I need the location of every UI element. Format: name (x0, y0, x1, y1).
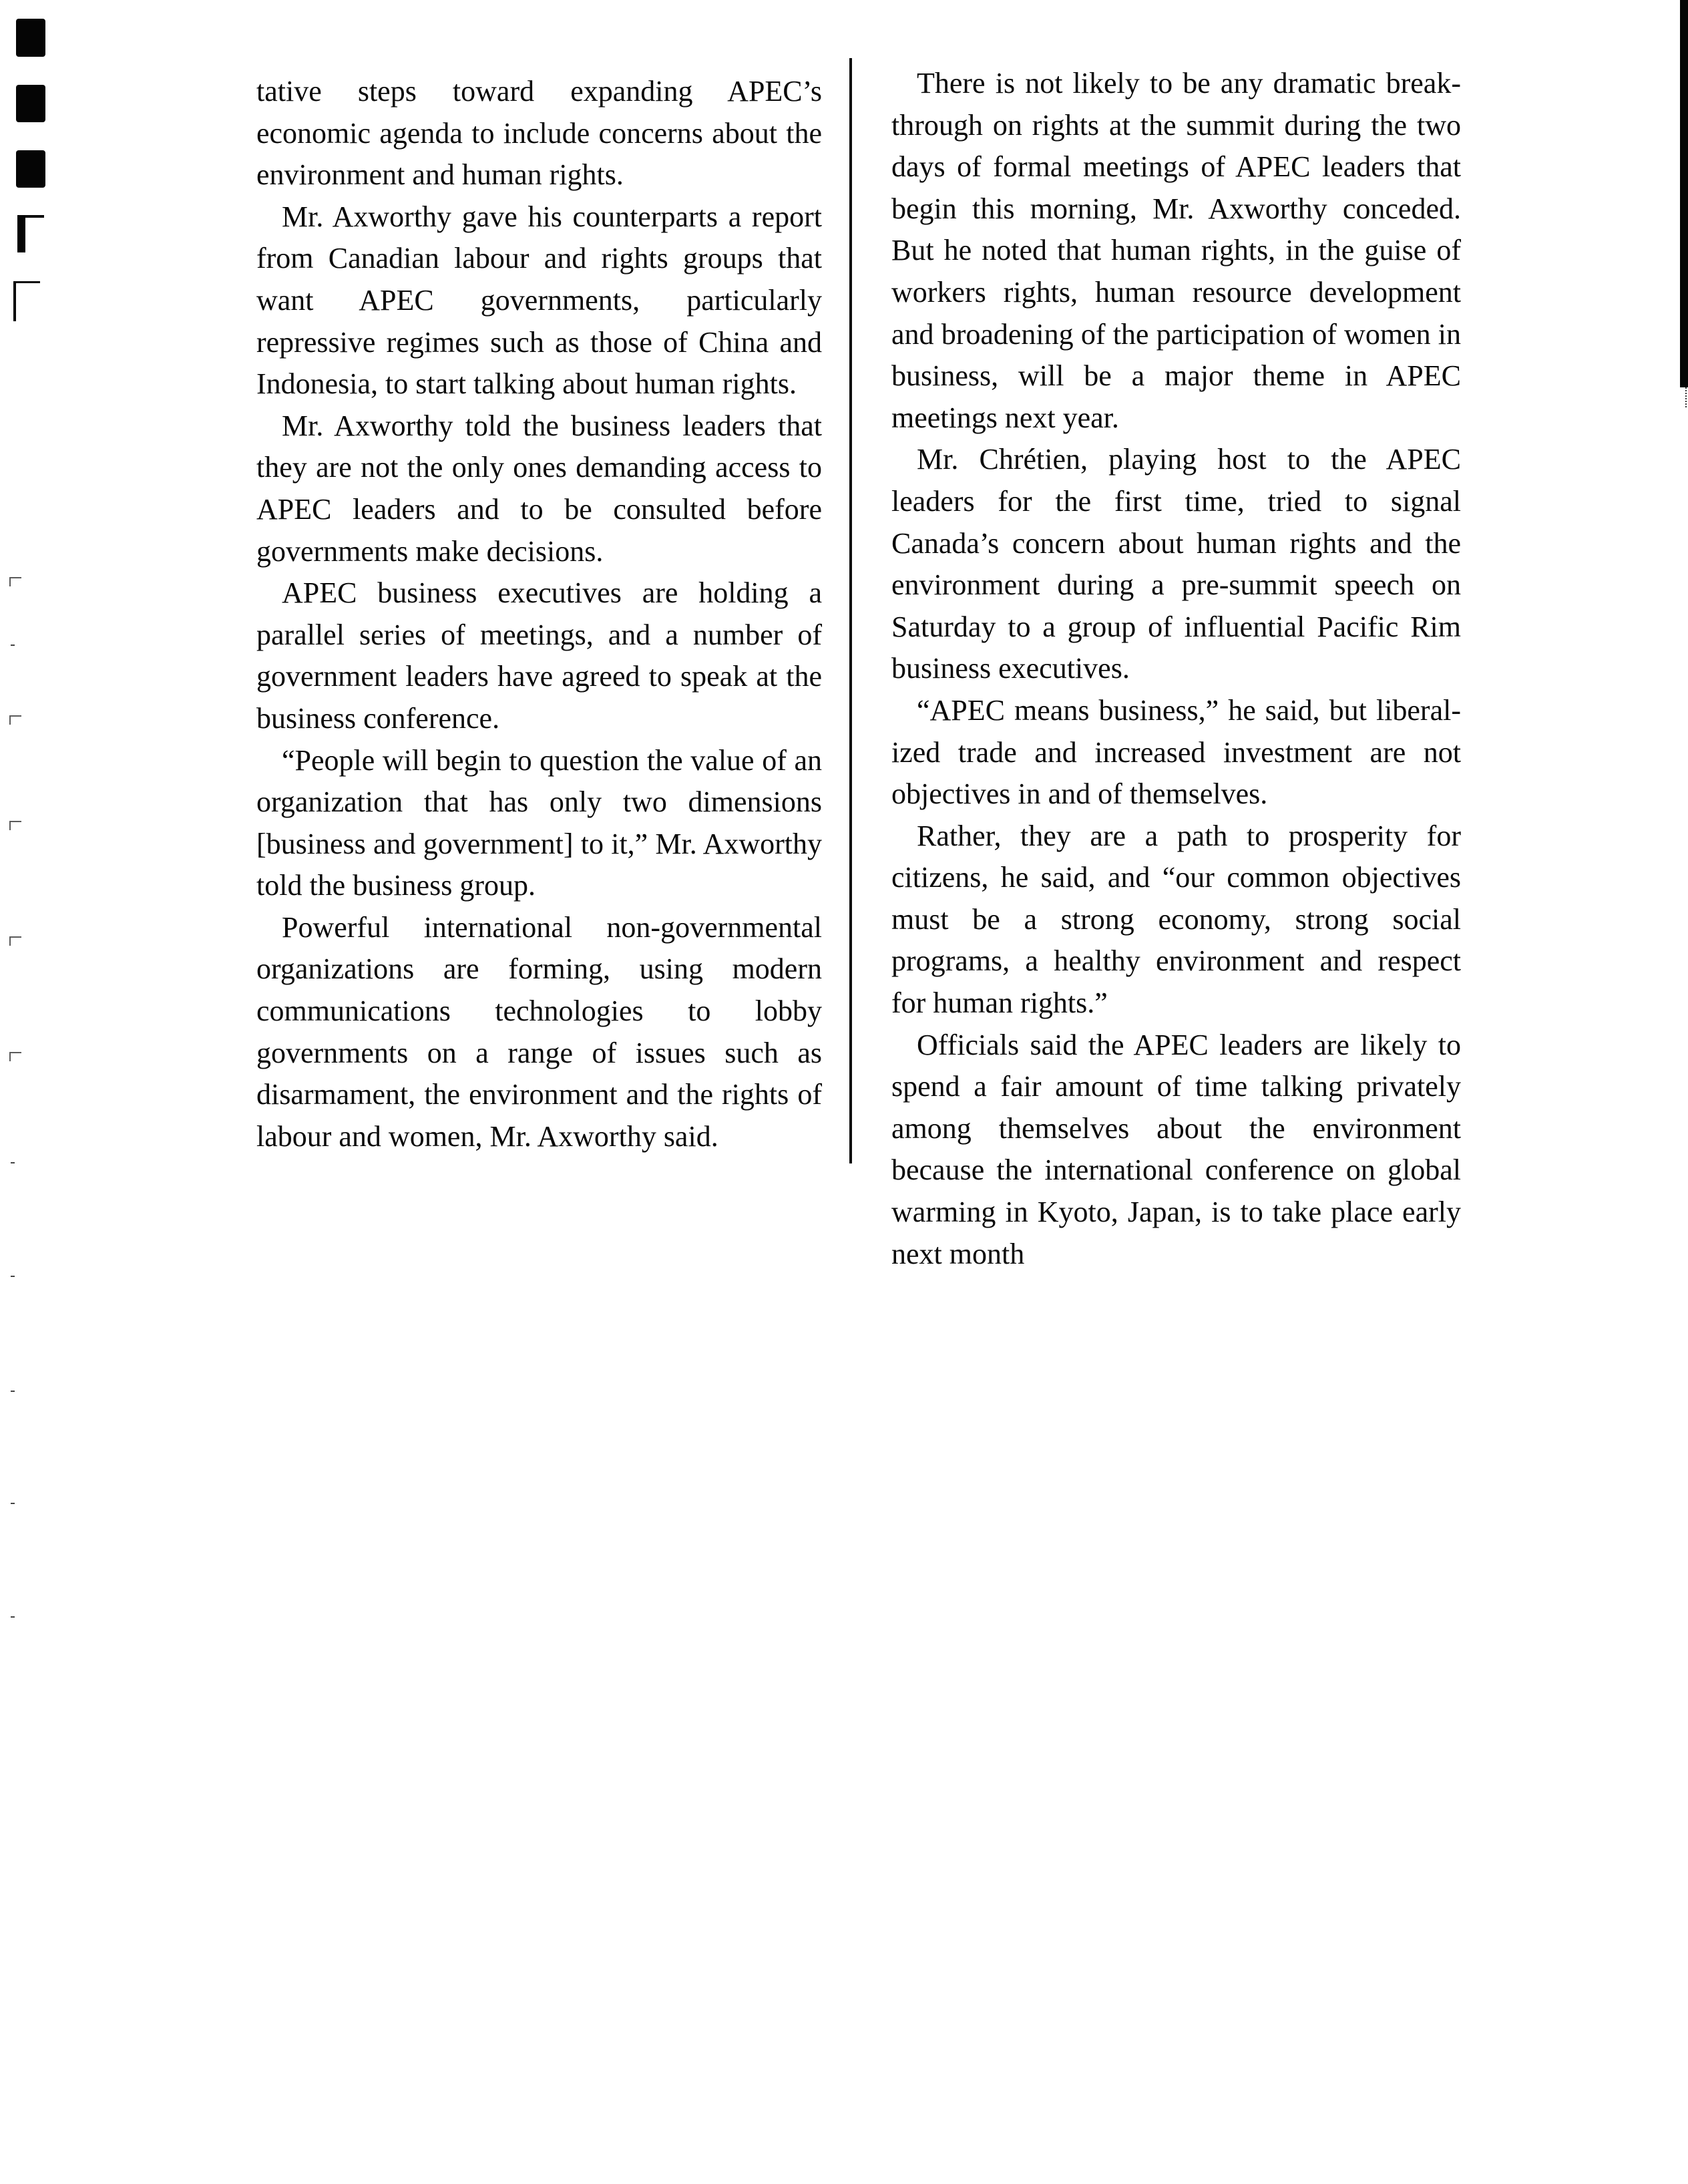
scan-speck (11, 1616, 15, 1618)
paragraph: “People will begin to question the value of an organization that has only two dimensions [business and government] to it,” Mr. Axworthy told the business group. (256, 743, 822, 902)
scan-speck (11, 1162, 15, 1163)
scan-speck (11, 1276, 15, 1277)
scan-edge-bar (1680, 0, 1688, 387)
scan-speck (9, 577, 21, 586)
paragraph: Rather, they are a path to prosperity for citizens, he said, and “our common objectives must be a strong economy, strong social programs, a healthy environment and respect for human rights.” (891, 819, 1461, 1020)
scan-speck (11, 1391, 15, 1392)
right-column (891, 63, 1461, 1275)
scan-speck (9, 1052, 21, 1061)
scan-speck (11, 645, 15, 646)
scan-edge-fray (1680, 387, 1687, 407)
paragraph: Officials said the APEC leaders are likely to spend a fair amount of time talking privately among themselves about the environment because the international conference on global warming in Kyoto, Japan, is to take place early next month (891, 1028, 1461, 1270)
left-column (256, 71, 822, 1157)
binder-bracket-mark (13, 281, 40, 321)
scan-speck (9, 821, 21, 830)
binder-hole-mark (16, 19, 45, 57)
scan-speck (9, 715, 21, 725)
binder-hole-mark (16, 150, 45, 188)
binder-hole-mark (16, 85, 45, 122)
paragraph: tative steps toward expanding APEC’s economic agenda to include concerns about the environment and human rights. (256, 75, 822, 192)
column-divider (849, 58, 852, 1163)
paragraph: Mr. Chrétien, playing host to the APEC leaders for the first time, tried to signal Canada’s concern about human rights and the environment during a pre-summit speech on Saturday to a group of influential Pacific Rim business executives. (891, 443, 1461, 685)
scan-speck (11, 1503, 15, 1504)
paragraph: Powerful international non-governmental organizations are forming, using modern communications technologies to lobby governments on a range of issues such as disarmament, the environment and the rights of labour and women, Mr. Axworthy said. (256, 910, 822, 1153)
paragraph: There is not likely to be any dramatic breakthrough on rights at the summit during the two days of formal meetings of APEC leaders that begin this morning, Mr. Axworthy conceded. But he noted that human rights, in the guise of workers rights, human resource development and broadening of the participation of women in business, will be a major theme in APEC meetings next year. (891, 67, 1461, 434)
paragraph: APEC business executives are holding a parallel series of meetings, and a number of government leaders have agreed to speak at the business conference. (256, 576, 822, 735)
paragraph: “APEC means business,” he said, but liberalized trade and increased investment are not objectives in and of themselves. (891, 693, 1461, 811)
paragraph: Mr. Axworthy told the business leaders that they are not the only ones demanding access to APEC leaders and to be consulted before governments make decisions. (256, 409, 822, 568)
binder-bracket-mark (17, 215, 44, 252)
scan-speck (9, 936, 21, 946)
paragraph: Mr. Axworthy gave his counterparts a report from Canadian labour and rights groups that want APEC governments, particularly repressive regimes such as those of China and Indonesia, to start talking about human rights. (256, 200, 822, 401)
